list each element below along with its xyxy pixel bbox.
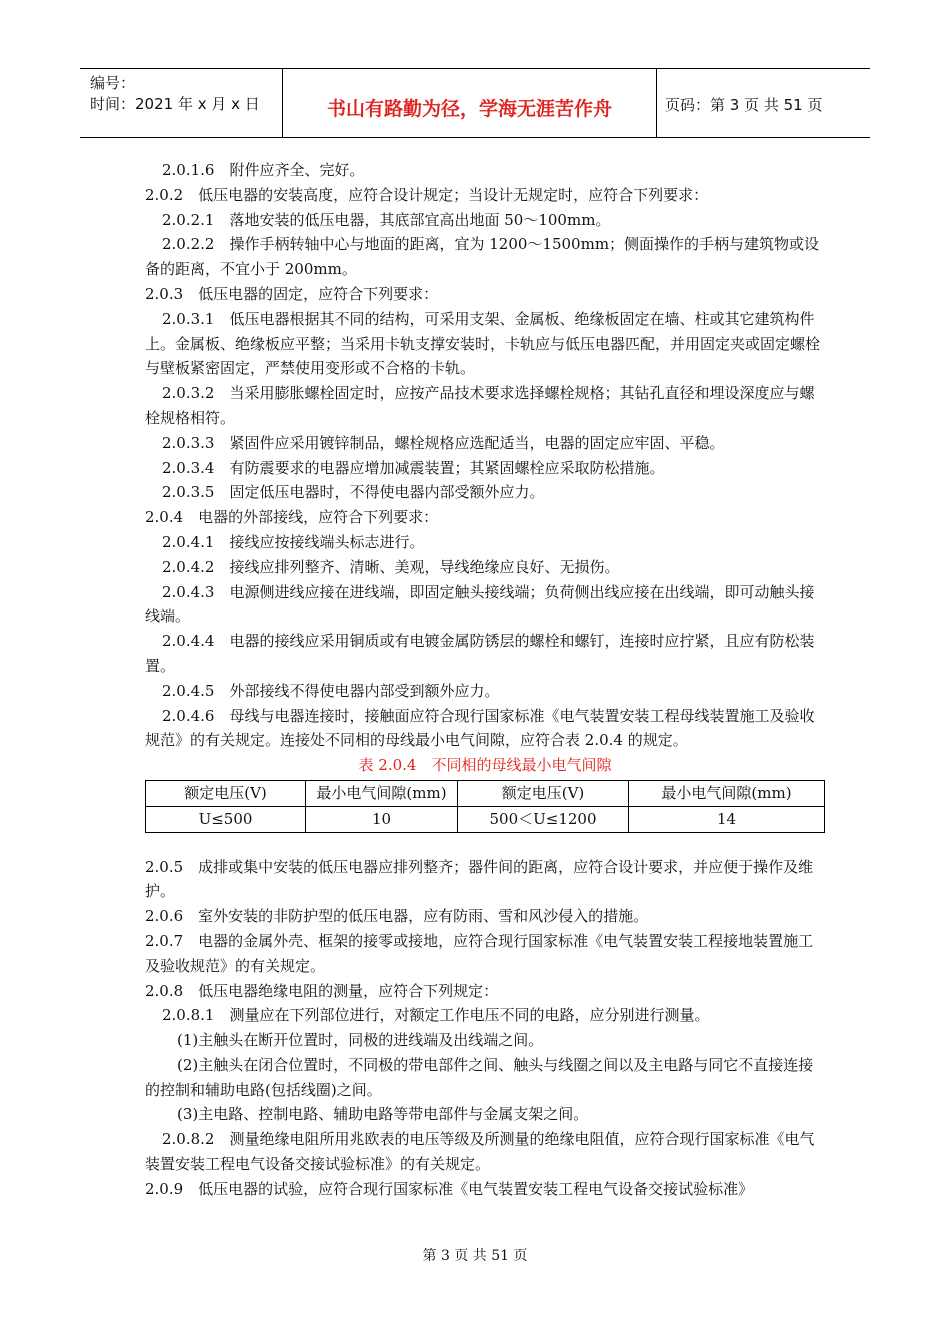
- paragraph-group: [145, 158, 825, 753]
- paragraph: 2.0.4.1 接线应按接线端头标志进行。: [162, 532, 425, 551]
- paragraph: 2.0.3.1 低压电器根据其不同的结构，可采用支架、金属板、绝缘板固定在墙、柱或其它建筑构件上。金属板、绝缘板应平整；当采用卡轨支撑安装时，卡轨应与低压电器匹配，并用固定夹或固定螺栓与壁板紧密固定，严禁使用变形或不合格的卡轨。: [145, 309, 821, 378]
- table-row: [146, 806, 825, 832]
- paragraph: 2.0.4.2 接线应排列整齐、清晰、美观，导线绝缘应良好、无损伤。: [162, 557, 620, 576]
- table-cell: 500＜U≤1200: [458, 806, 629, 832]
- paragraph: 2.0.3 低压电器的固定，应符合下列要求：: [145, 284, 439, 303]
- paragraph: 2.0.5 成排或集中安装的低压电器应排列整齐；器件间的距离，应符合设计要求，并应便于操作及维护。: [145, 857, 814, 901]
- paragraph: 2.0.3.2 当采用膨胀螺栓固定时，应按产品技术要求选择螺栓规格；其钻孔直径和埋设深度应与螺栓规格相符。: [145, 384, 815, 427]
- paragraph: 2.0.6 室外安装的非防护型的低压电器，应有防雨、雪和风沙侵入的措施。: [145, 907, 649, 926]
- paragraph: 2.0.4 电器的外部接线，应符合下列要求：: [145, 508, 439, 527]
- paragraph: 2.0.7 电器的金属外壳、框架的接零或接地，应符合现行国家标准《电气装置安装工程接地装置施工及验收规范》的有关规定。: [145, 931, 814, 975]
- document-number-label: 编号：: [90, 74, 136, 92]
- paragraph: 2.0.2 低压电器的安装高度，应符合设计规定；当设计无规定时，应符合下列要求：: [145, 185, 709, 204]
- paragraph-group: [145, 855, 825, 1202]
- paragraph: (2)主触头在闭合位置时，不同极的带电部件之间、触头与线圈之间以及主电路与同它不直接连接的控制和辅助电路(包括线圈)之间。: [145, 1055, 814, 1099]
- paragraph: (3)主电路、控制电路、辅助电路等带电部件与金属支架之间。: [177, 1105, 589, 1124]
- table-header-cell: 最小电气间隙(mm): [629, 780, 825, 806]
- paragraph: 2.0.2.1 落地安装的低压电器，其底部宜高出地面 50～100mm。: [162, 210, 611, 229]
- paragraph: 2.0.4.4 电器的接线应采用铜质或有电镀金属防锈层的螺栓和螺钉，连接时应拧紧，且应有防松装置。: [145, 632, 815, 675]
- table-header-cell: 额定电压(V): [458, 780, 629, 806]
- table-header-row: [146, 780, 825, 806]
- table-header-cell: 额定电压(V): [146, 780, 306, 806]
- paragraph: 2.0.8.2 测量绝缘电阻所用兆欧表的电压等级及所测量的绝缘电阻值，应符合现行国家标准《电气装置安装工程电气设备交接试验标准》的有关规定。: [145, 1130, 815, 1174]
- paragraph: 2.0.1.6 附件应齐全、完好。: [162, 161, 365, 179]
- clearance-table: [145, 780, 825, 833]
- paragraph: 2.0.3.5 固定低压电器时，不得使电器内部受额外应力。: [162, 483, 545, 502]
- paragraph: 2.0.8.1 测量应在下列部位进行，对额定工作电压不同的电路，应分别进行测量。: [162, 1006, 710, 1025]
- table-header-cell: 最小电气间隙(mm): [306, 780, 458, 806]
- document-body: [145, 158, 825, 1202]
- paragraph: 2.0.2.2 操作手柄转轴中心与地面的距离，宜为 1200～1500mm；侧面操作的手柄与建筑物或设备的距离，不宜小于 200mm。: [145, 235, 820, 279]
- paragraph: 2.0.8 低压电器绝缘电阻的测量，应符合下列规定：: [145, 981, 499, 1000]
- page-footer: 第 3 页 共 51 页: [422, 1248, 528, 1264]
- table-cell: 10: [306, 806, 458, 832]
- paragraph: 2.0.3.4 有防震要求的电器应增加减震装置；其紧固螺栓应采取防松措施。: [162, 458, 665, 477]
- header-page-number: 页码：第 3 页 共 51 页: [665, 95, 823, 114]
- paragraph: 2.0.4.3 电源侧进线应接在进线端，即固定触头接线端；负荷侧出线应接在出线端，即可动触头接线端。: [145, 582, 815, 626]
- paragraph: 2.0.3.3 紧固件应采用镀锌制品，螺栓规格应选配适当，电器的固定应牢固、平稳。: [162, 433, 725, 452]
- paragraph: (1)主触头在断开位置时，同极的进线端及出线端之间。: [177, 1031, 544, 1050]
- paragraph: 2.0.4.6 母线与电器连接时，接触面应符合现行国家标准《电气装置安装工程母线装置施工及验收规范》的有关规定。连接处不同相的母线最小电气间隙，应符合表 2.0.4 的规定。: [145, 706, 815, 750]
- table-cell: U≤500: [146, 806, 306, 832]
- paragraph: 2.0.4.5 外部接线不得使电器内部受到额外应力。: [162, 681, 500, 700]
- paragraph: 2.0.9 低压电器的试验，应符合现行国家标准《电气装置安装工程电气设备交接试验标准》: [145, 1179, 754, 1198]
- table-cell: 14: [629, 806, 825, 832]
- header-motto: 书山有路勤为径，学海无涯苦作舟: [283, 69, 657, 137]
- header-meta: [80, 69, 283, 137]
- table-caption: 表 2.0.4 不同相的母线最小电气间隙: [358, 756, 612, 775]
- page-header: [80, 68, 870, 138]
- document-date-label: 时间：2021 年 x 月 x 日: [90, 95, 260, 113]
